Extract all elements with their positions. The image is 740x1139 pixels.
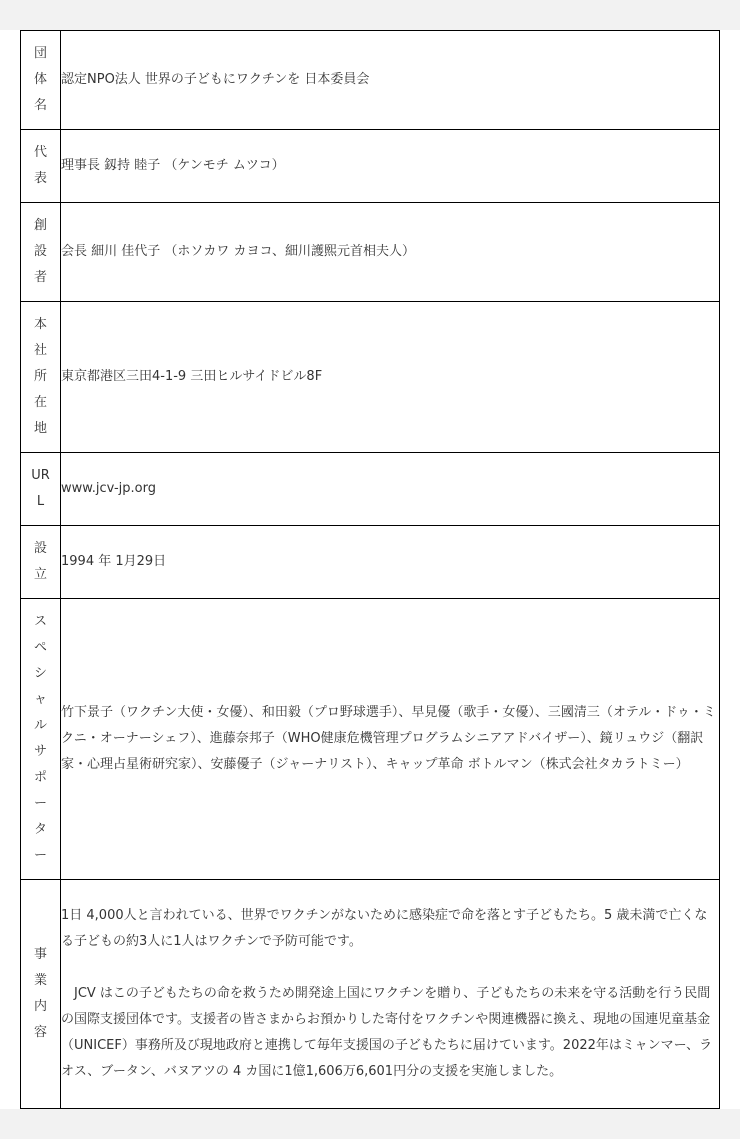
special-supporters-value: 竹下景子（ワクチン大使・女優）、和田毅（プロ野球選手）、早見優（歌手・女優）、三國清三（オテル・ドゥ・ミクニ・オーナーシェフ）、進藤奈邦子（WHO健康危機管理プログラムシニアアドバイザー）、鏡リュウジ（翻訳家・心理占星術研究家）、安藤優子（ジャーナリスト）、キャップ革命 ボトルマン（株式会社タカラトミー） — [61, 599, 720, 880]
table-row-established — [21, 526, 720, 599]
business-paragraph-1: 1日 4,000人と言われている、世界でワクチンがないために感染症で命を落とす子どもたち。5 歳未満で亡くなる子どもの約3人に1人はワクチンで予防可能です。 — [61, 908, 708, 949]
business-description-value — [61, 880, 720, 1109]
row-label-representative: 代表 — [21, 130, 61, 203]
row-label-business: 事業内容 — [21, 880, 61, 1109]
row-label-url: URL — [21, 453, 61, 526]
representative-value: 理事長 釼持 睦子 （ケンモチ ムツコ） — [61, 130, 720, 203]
paragraph-spacer — [61, 955, 719, 981]
organization-name-value: 認定NPO法人 世界の子どもにワクチンを 日本委員会 — [61, 31, 720, 130]
table-row-special-supporters — [21, 599, 720, 880]
table-row-organization-name — [21, 31, 720, 130]
business-paragraph-2: JCV はこの子どもたちの命を救うため開発途上国にワクチンを贈り、子どもたちの未来を守る活動を行う民間の国際支援団体です。支援者の皆さまからお預かりした寄付をワクチンや関連機器に換え、現地の国連児童基金（UNICEF）事務所及び現地政府と連携して毎年支援国の子どもたちに届けています。2022年はミャンマー、ラオス、ブータン、バヌアツの 4 カ国に1億1,606万6,601円分の支援を実施しました。 — [61, 986, 713, 1079]
row-label-head-office: 本社所在地 — [21, 302, 61, 453]
established-date-value: 1994 年 1月29日 — [61, 526, 720, 599]
table-row-head-office — [21, 302, 720, 453]
head-office-address-value: 東京都港区三田4-1-9 三田ヒルサイドビル8F — [61, 302, 720, 453]
table-row-representative — [21, 130, 720, 203]
website-url-value: www.jcv-jp.org — [61, 453, 720, 526]
table-row-founder — [21, 203, 720, 302]
row-label-organization-name: 団体名 — [21, 31, 61, 130]
row-label-special-supporters: スペシャルサポーター — [21, 599, 61, 880]
row-label-established: 設立 — [21, 526, 61, 599]
founder-value: 会長 細川 佳代子 （ホソカワ カヨコ、細川護熙元首相夫人） — [61, 203, 720, 302]
table-row-business — [21, 880, 720, 1109]
organization-info-table — [20, 30, 720, 1109]
table-row-url — [21, 453, 720, 526]
row-label-founder: 創設者 — [21, 203, 61, 302]
